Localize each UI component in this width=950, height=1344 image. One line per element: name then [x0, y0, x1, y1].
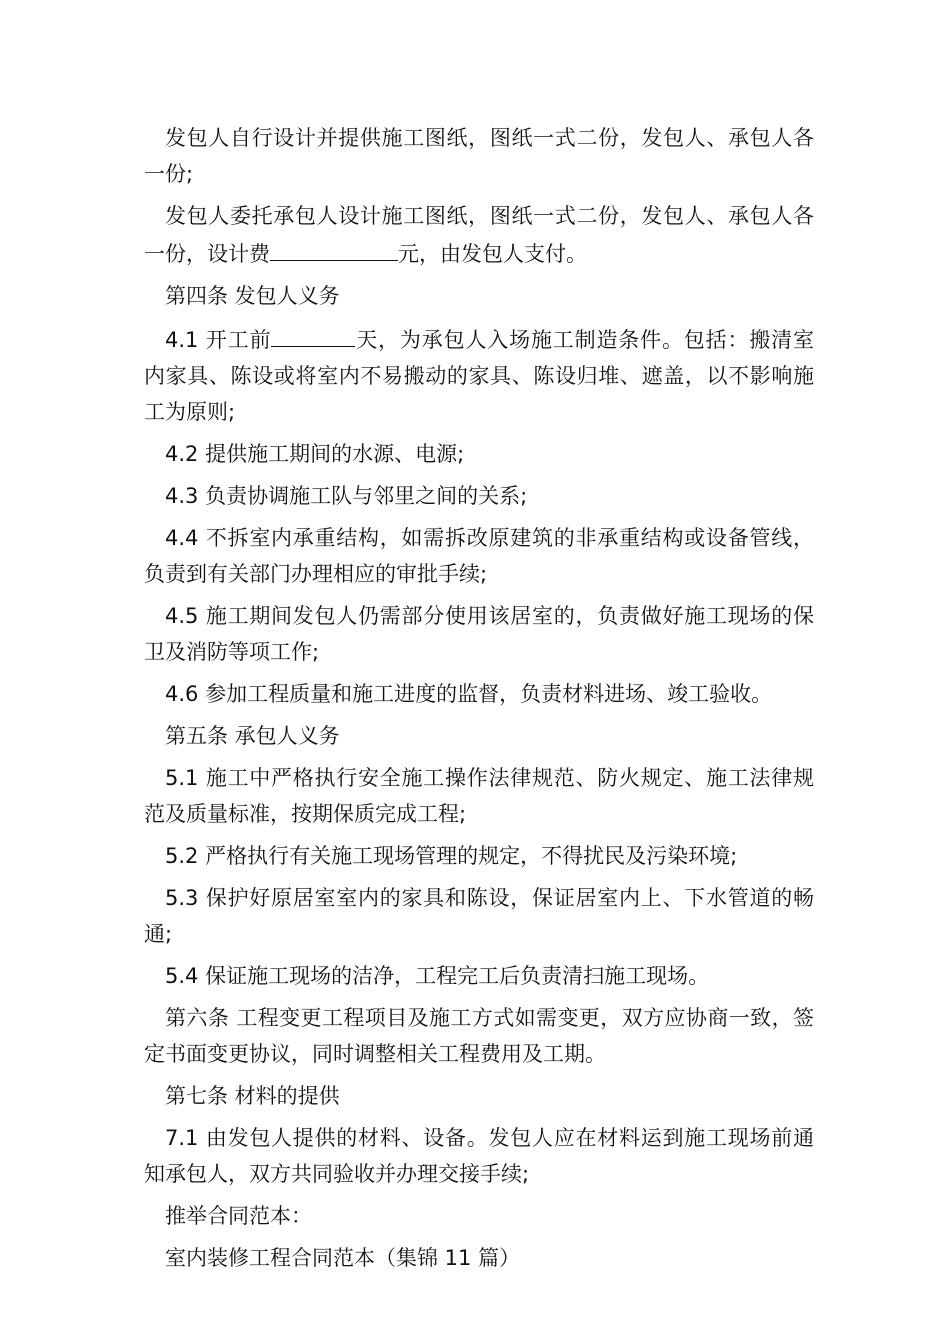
clause-4-1	[144, 320, 814, 430]
recommended-label: 推举合同范本：	[165, 1204, 312, 1228]
clause-4-5: 4.5 施工期间发包人仍需部分使用该居室的，负责做好施工现场的保卫及消防等项工作;	[144, 604, 814, 664]
clause-5-3: 5.3 保护好原居室室内的家具和陈设，保证居室内上、下水管道的畅通;	[144, 886, 814, 946]
paragraph-design-by-contractor	[144, 198, 814, 272]
section-article-6: 第六条 工程变更工程项目及施工方式如需变更，双方应协商一致，签定书面变更协议，同时调整相关工程费用及工期。	[144, 1006, 814, 1066]
clause-text: 天，为承包人入场施工制造条件。包括：搬清室内家具、陈设或将室内不易搬动的家具、陈设归堆、遮盖，以不影响施工为原则;	[144, 328, 814, 424]
clause-4-2: 4.2 提供施工期间的水源、电源;	[165, 442, 465, 466]
clause-text: 4.1 开工前	[165, 328, 272, 352]
design-fee-blank[interactable]	[270, 234, 398, 261]
clause-5-2: 5.2 严格执行有关施工现场管理的规定，不得扰民及污染环境;	[165, 844, 738, 868]
recommended-link[interactable]: 室内装修工程合同范本（集锦 11 篇）	[165, 1246, 521, 1270]
clause-5-4: 5.4 保证施工现场的洁净，工程完工后负责清扫施工现场。	[165, 964, 710, 988]
clause-4-4: 4.4 不拆室内承重结构，如需拆改原建筑的非承重结构或设备管线，负责到有关部门办理相应的审批手续;	[144, 526, 814, 586]
clause-5-1: 5.1 施工中严格执行安全施工操作法律规范、防火规定、施工法律规范及质量标准，按期保质完成工程;	[144, 766, 814, 826]
days-before-start-blank[interactable]	[271, 320, 355, 347]
clause-4-6: 4.6 参加工程质量和施工进度的监督，负责材料进场、竣工验收。	[165, 682, 773, 706]
paragraph-text: 元，由发包人支付。	[398, 242, 587, 266]
clause-4-3: 4.3 负责协调施工队与邻里之间的关系;	[165, 484, 528, 508]
paragraph-text: 发包人委托承包人设计施工图纸，图纸一式二份，发包人、承包人各一份，设计费	[144, 204, 814, 266]
clause-7-1: 7.1 由发包人提供的材料、设备。发包人应在材料运到施工现场前通知承包人，双方共同验收并办理交接手续;	[144, 1126, 814, 1186]
section-heading-article-4: 第四条 发包人义务	[165, 284, 340, 308]
document-page	[144, 120, 814, 1282]
section-heading-article-5: 第五条 承包人义务	[165, 724, 340, 748]
paragraph-design-by-owner: 发包人自行设计并提供施工图纸，图纸一式二份，发包人、承包人各一份;	[144, 126, 814, 186]
section-heading-article-7: 第七条 材料的提供	[165, 1084, 340, 1108]
